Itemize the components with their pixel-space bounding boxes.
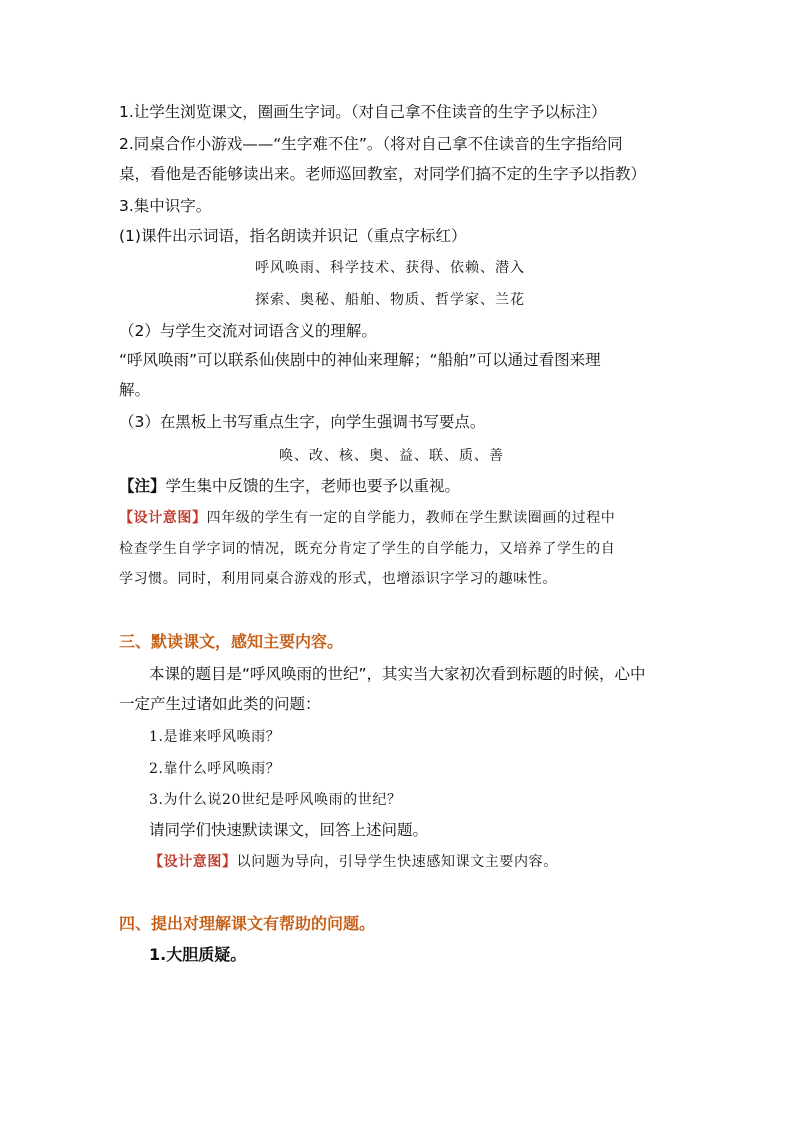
note-tag: 【注】	[119, 477, 166, 495]
step-3-text: 3.集中识字。	[119, 197, 212, 215]
step-2-text: 2.同桌合作小游戏——“生字难不住”。（将对自己拿不住读音的生字指给同	[119, 135, 623, 153]
vocab-line-2: 探索、奥秘、船舶、物质、哲学家、兰花	[255, 292, 525, 308]
explanation-continuation: 解。	[119, 381, 151, 399]
design-intent-tag: 【设计意图】	[149, 854, 237, 870]
question-2: 2.靠什么呼风唤雨？	[149, 761, 281, 777]
design-intent-2	[149, 852, 558, 872]
substep-1-text: (1)课件出示词语，指名朗读并识记（重点字标红）	[119, 227, 467, 245]
step-2-continuation: 桌，看他是否能够读出来。老师巡回教室，对同学们搞不定的生字予以指教）	[119, 165, 647, 183]
key-characters-line: 唤、改、核、奥、益、联、质、善	[279, 448, 504, 464]
design-intent-1-line-3: 学习惯。同时，利用同桌合游戏的形式，也增添识字学习的趣味性。	[119, 571, 557, 587]
step-1-text: 1.让学生浏览课文，圈画生字词。（对自己拿不住读音的生字予以标注）	[119, 103, 607, 121]
design-intent-text: 以问题为导向，引导学生快速感知课文主要内容。	[236, 854, 558, 870]
paragraph-2: 请同学们快速默读课文，回答上述问题。	[149, 821, 429, 839]
design-intent-text: 四年级的学生有一定的自学能力，教师在学生默读圈画的过程中	[206, 510, 616, 526]
subheading-bold-question: 1.大胆质疑。	[149, 945, 247, 964]
note-text: 学生集中反馈的生字，老师也要予以重视。	[165, 477, 461, 495]
question-1: 1.是谁来呼风唤雨？	[149, 729, 281, 745]
design-intent-1-line-1	[119, 508, 615, 528]
substep-2-text: （2）与学生交流对词语含义的理解。	[119, 322, 377, 340]
design-intent-tag: 【设计意图】	[119, 510, 207, 526]
paragraph-1-line-1: 本课的题目是“呼风唤雨的世纪”，其实当大家初次看到标题的时候，心中	[149, 665, 646, 683]
substep-3-text: （3）在黑板上书写重点生字，向学生强调书写要点。	[119, 413, 486, 431]
vocab-line-1: 呼风唤雨、科学技术、获得、依赖、潜入	[255, 260, 525, 276]
section-heading-4: 四、提出对理解课文有帮助的问题。	[119, 914, 376, 933]
design-intent-1-line-2: 检查学生自学字词的情况，既充分肯定了学生的自学能力，又培养了学生的自	[119, 541, 616, 557]
explanation-text: “呼风唤雨”可以联系仙侠剧中的神仙来理解；“船舶”可以通过看图来理	[119, 351, 601, 369]
section-heading-3: 三、默读课文，感知主要内容。	[119, 632, 344, 651]
paragraph-1-line-2: 一定产生过诸如此类的问题：	[119, 695, 321, 713]
question-3: 3.为什么说20世纪是呼风唤雨的世纪？	[149, 792, 402, 808]
note-line	[119, 476, 460, 496]
